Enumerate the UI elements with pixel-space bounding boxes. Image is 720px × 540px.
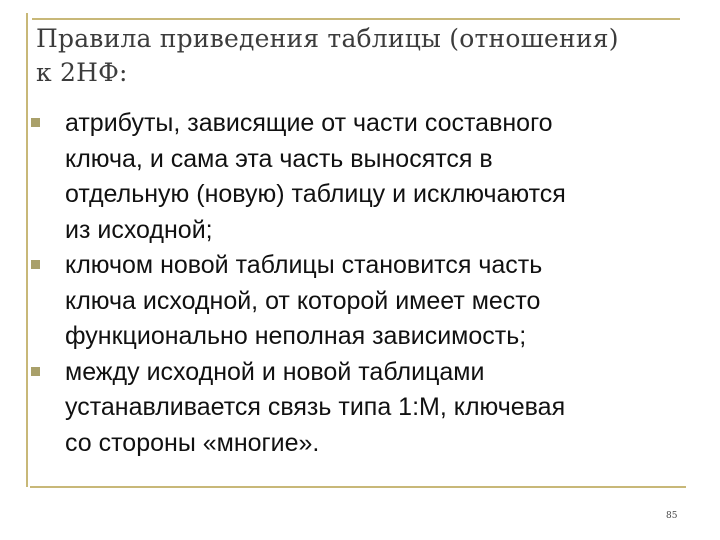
square-bullet-icon [31,118,40,127]
list-item-line: между исходной и новой таблицами [65,357,485,386]
top-horizontal-rule [32,18,680,20]
slide-title-line-1: Правила приведения таблицы (отношения) [36,24,619,53]
page-number: 85 [666,511,678,521]
list-item [31,106,701,248]
list-item-line: ключа исходной, от которой имеет место [65,286,541,315]
bottom-horizontal-rule [30,486,686,488]
list-item-line: ключом новой таблицы становится часть [65,251,543,279]
list-item-line: атрибуты, зависящие от части составного [65,109,553,137]
list-item-line: из исходной; [65,215,213,244]
slide-title [36,22,696,90]
list-item-line: устанавливается связь типа 1:М, ключевая [65,393,566,421]
list-item-line: ключа, и сама эта часть выносятся в [65,144,493,173]
list-item-line: функционально неполная зависимость; [65,322,527,350]
list-item [31,248,701,355]
list-item [31,355,701,462]
list-item-line: отдельную (новую) таблицу и исключаются [65,180,566,208]
rules-list [31,106,701,461]
square-bullet-icon [31,260,40,269]
left-vertical-rule [26,13,28,487]
list-item-line: со стороны «многие». [65,428,320,457]
square-bullet-icon [31,367,40,376]
slide-title-line-2: к 2НФ: [36,58,128,87]
